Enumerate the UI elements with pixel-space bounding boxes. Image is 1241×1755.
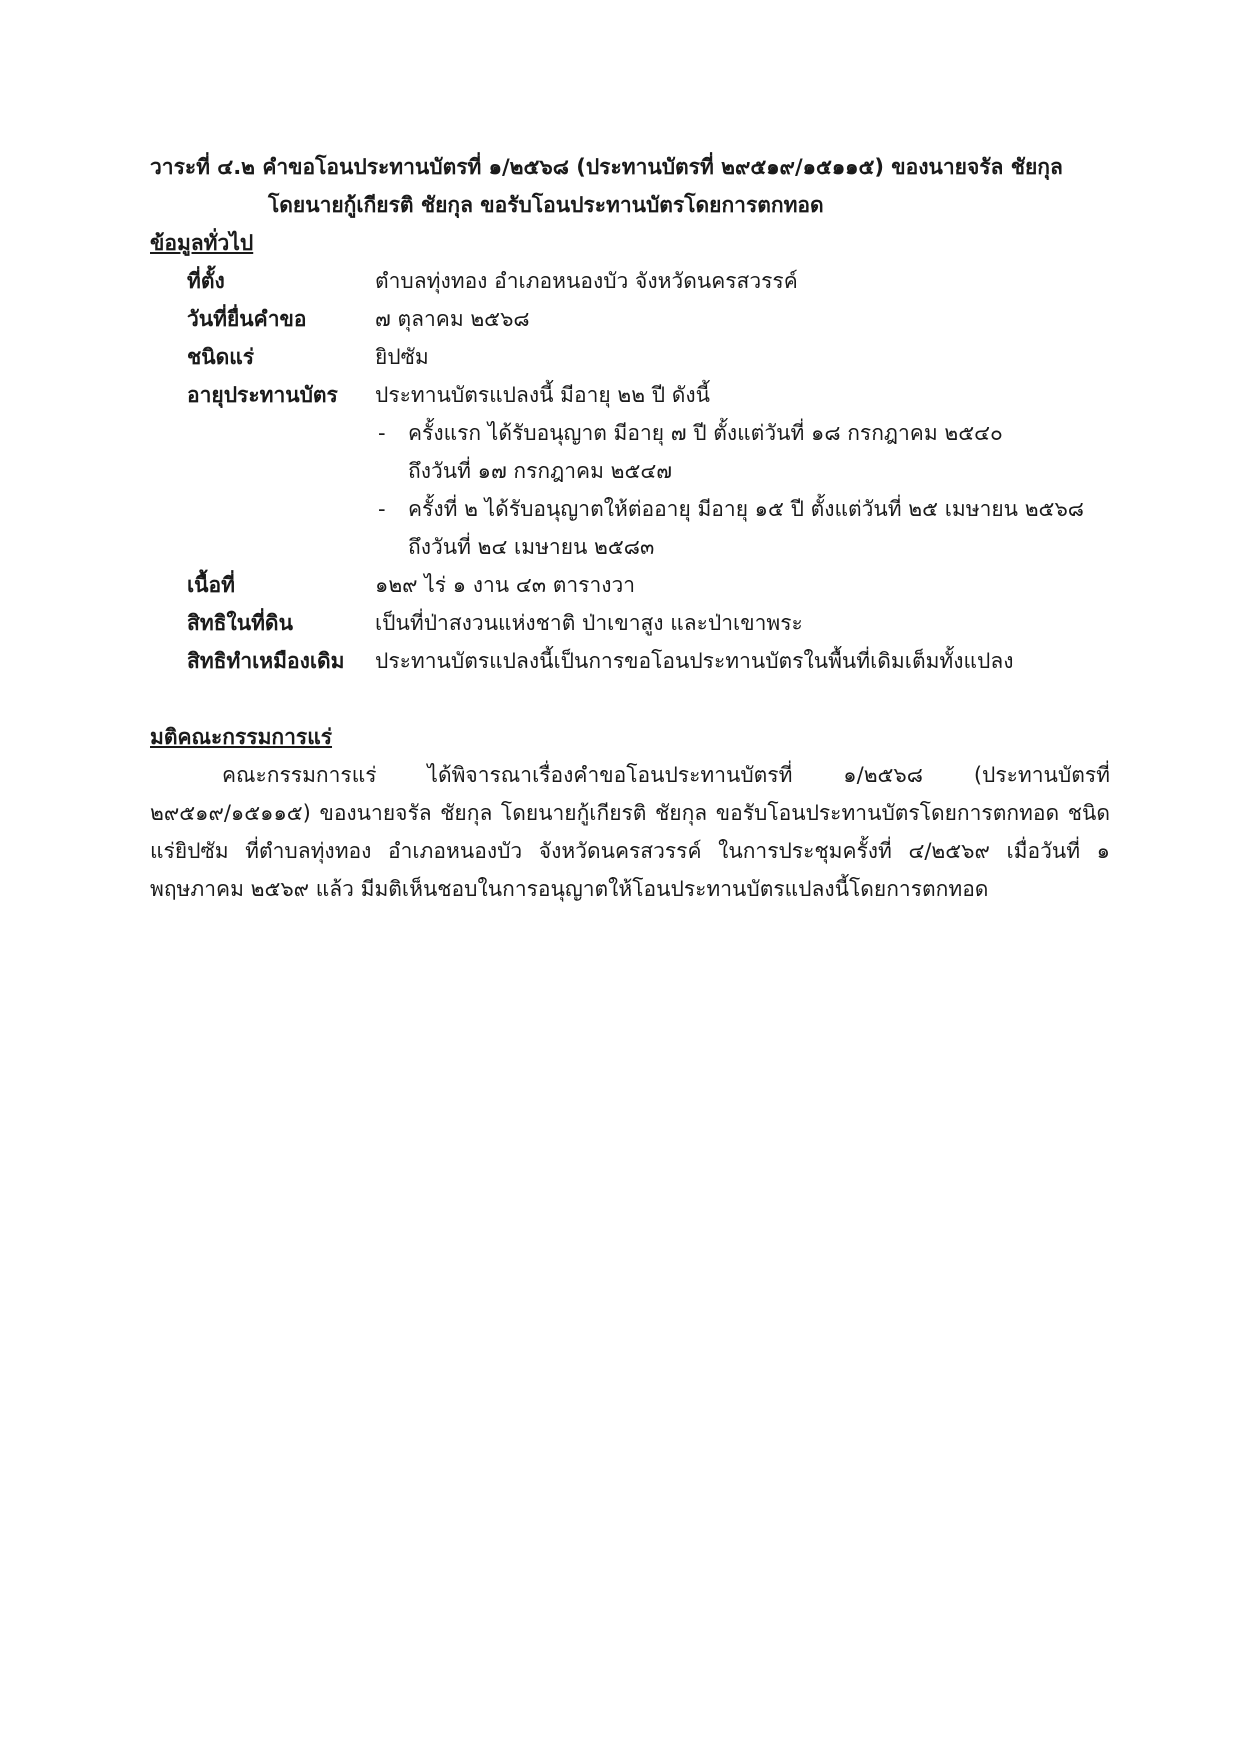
area-value: ๑๒๙ ไร่ ๑ งาน ๔๓ ตารางวา	[375, 573, 636, 597]
area-label: เนื้อที่	[187, 573, 235, 597]
location-label: ที่ตั้ง	[187, 269, 225, 293]
land-row	[150, 604, 1110, 642]
location-row	[150, 262, 1110, 300]
location-value: ตำบลทุ่งทอง อำเภอหนองบัว จังหวัดนครสวรรค์	[375, 269, 798, 293]
age-item-line2: ถึงวันที่ ๑๗ กรกฎาคม ๒๕๔๗	[408, 459, 673, 483]
date-row	[150, 300, 1110, 338]
age-item-dash: -	[378, 497, 386, 521]
date-value: ๗ ตุลาคม ๒๕๖๘	[375, 307, 530, 331]
agenda-title-line2: โดยนายกู้เกียรติ ชัยกุล ขอรับโอนประทานบัตรโดยการตกทอด	[268, 193, 824, 217]
mining-right-value: ประทานบัตรแปลงนี้เป็นการขอโอนประทานบัตรในพื้นที่เดิมเต็มทั้งแปลง	[375, 649, 1014, 673]
age-item-first	[375, 414, 1110, 490]
land-value: เป็นที่ป่าสงวนแห่งชาติ ป่าเขาสูง และป่าเขาพระ	[375, 611, 803, 635]
general-info-section	[150, 224, 1110, 680]
age-item-line1: ครั้งแรก ได้รับอนุญาต มีอายุ ๗ ปี ตั้งแต่วันที่ ๑๘ กรกฎาคม ๒๕๔๐	[408, 421, 1003, 445]
age-item-text	[408, 490, 1110, 566]
resolution-heading: มติคณะกรรมการแร่	[150, 725, 333, 749]
mineral-value: ยิปซัม	[375, 345, 429, 369]
date-label: วันที่ยื่นคำขอ	[187, 307, 307, 331]
agenda-title-line1: วาระที่ ๔.๒ คำขอโอนประทานบัตรที่ ๑/๒๕๖๘ (ประทานบัตรที่ ๒๙๕๑๙/๑๕๑๑๕) ของนายจรัล ชัยกุล	[150, 155, 1063, 179]
section-spacer	[150, 680, 1110, 718]
area-row	[150, 566, 1110, 604]
age-item-line2: ถึงวันที่ ๒๔ เมษายน ๒๕๘๓	[408, 535, 655, 559]
age-label: อายุประทานบัตร	[187, 383, 338, 407]
land-label: สิทธิในที่ดิน	[187, 611, 293, 635]
age-item-dash: -	[378, 421, 386, 445]
mining-right-row	[150, 642, 1110, 680]
mineral-label: ชนิดแร่	[187, 345, 255, 369]
age-value: ประทานบัตรแปลงนี้ มีอายุ ๒๒ ปี ดังนี้	[375, 383, 710, 407]
age-value-block	[375, 376, 1110, 566]
general-info-heading: ข้อมูลทั่วไป	[150, 231, 254, 255]
resolution-section	[150, 718, 1110, 908]
document-page	[150, 148, 1110, 908]
age-row	[150, 376, 1110, 566]
resolution-text: คณะกรรมการแร่ ได้พิจารณาเรื่องคำขอโอนประทานบัตรที่ ๑/๒๕๖๘ (ประทานบัตรที่ ๒๙๕๑๙/๑๕๑๑๕) ของนายจรัล ชัยกุล โดยนายกู้เกียรติ ชัยกุล ขอรับโอนประทานบัตรโดยการตกทอด ชนิดแร่ยิปซัม ที่ตำบลทุ่งทอง อำเภอหนองบัว จังหวัดนครสวรรค์ ในการประชุมครั้งที่ ๔/๒๕๖๙ เมื่อวันที่ ๑ พฤษภาคม ๒๕๖๙ แล้ว มีมติเห็นชอบในการอนุญาตให้โอนประทานบัตรแปลงนี้โดยการตกทอด	[150, 763, 1110, 901]
age-item-line1: ครั้งที่ ๒ ได้รับอนุญาตให้ต่ออายุ มีอายุ ๑๕ ปี ตั้งแต่วันที่ ๒๕ เมษายน ๒๕๖๘	[408, 497, 1084, 521]
age-item-text	[408, 414, 1110, 490]
mineral-row	[150, 338, 1110, 376]
age-item-second	[375, 490, 1110, 566]
mining-right-label: สิทธิทำเหมืองเดิม	[187, 649, 345, 673]
